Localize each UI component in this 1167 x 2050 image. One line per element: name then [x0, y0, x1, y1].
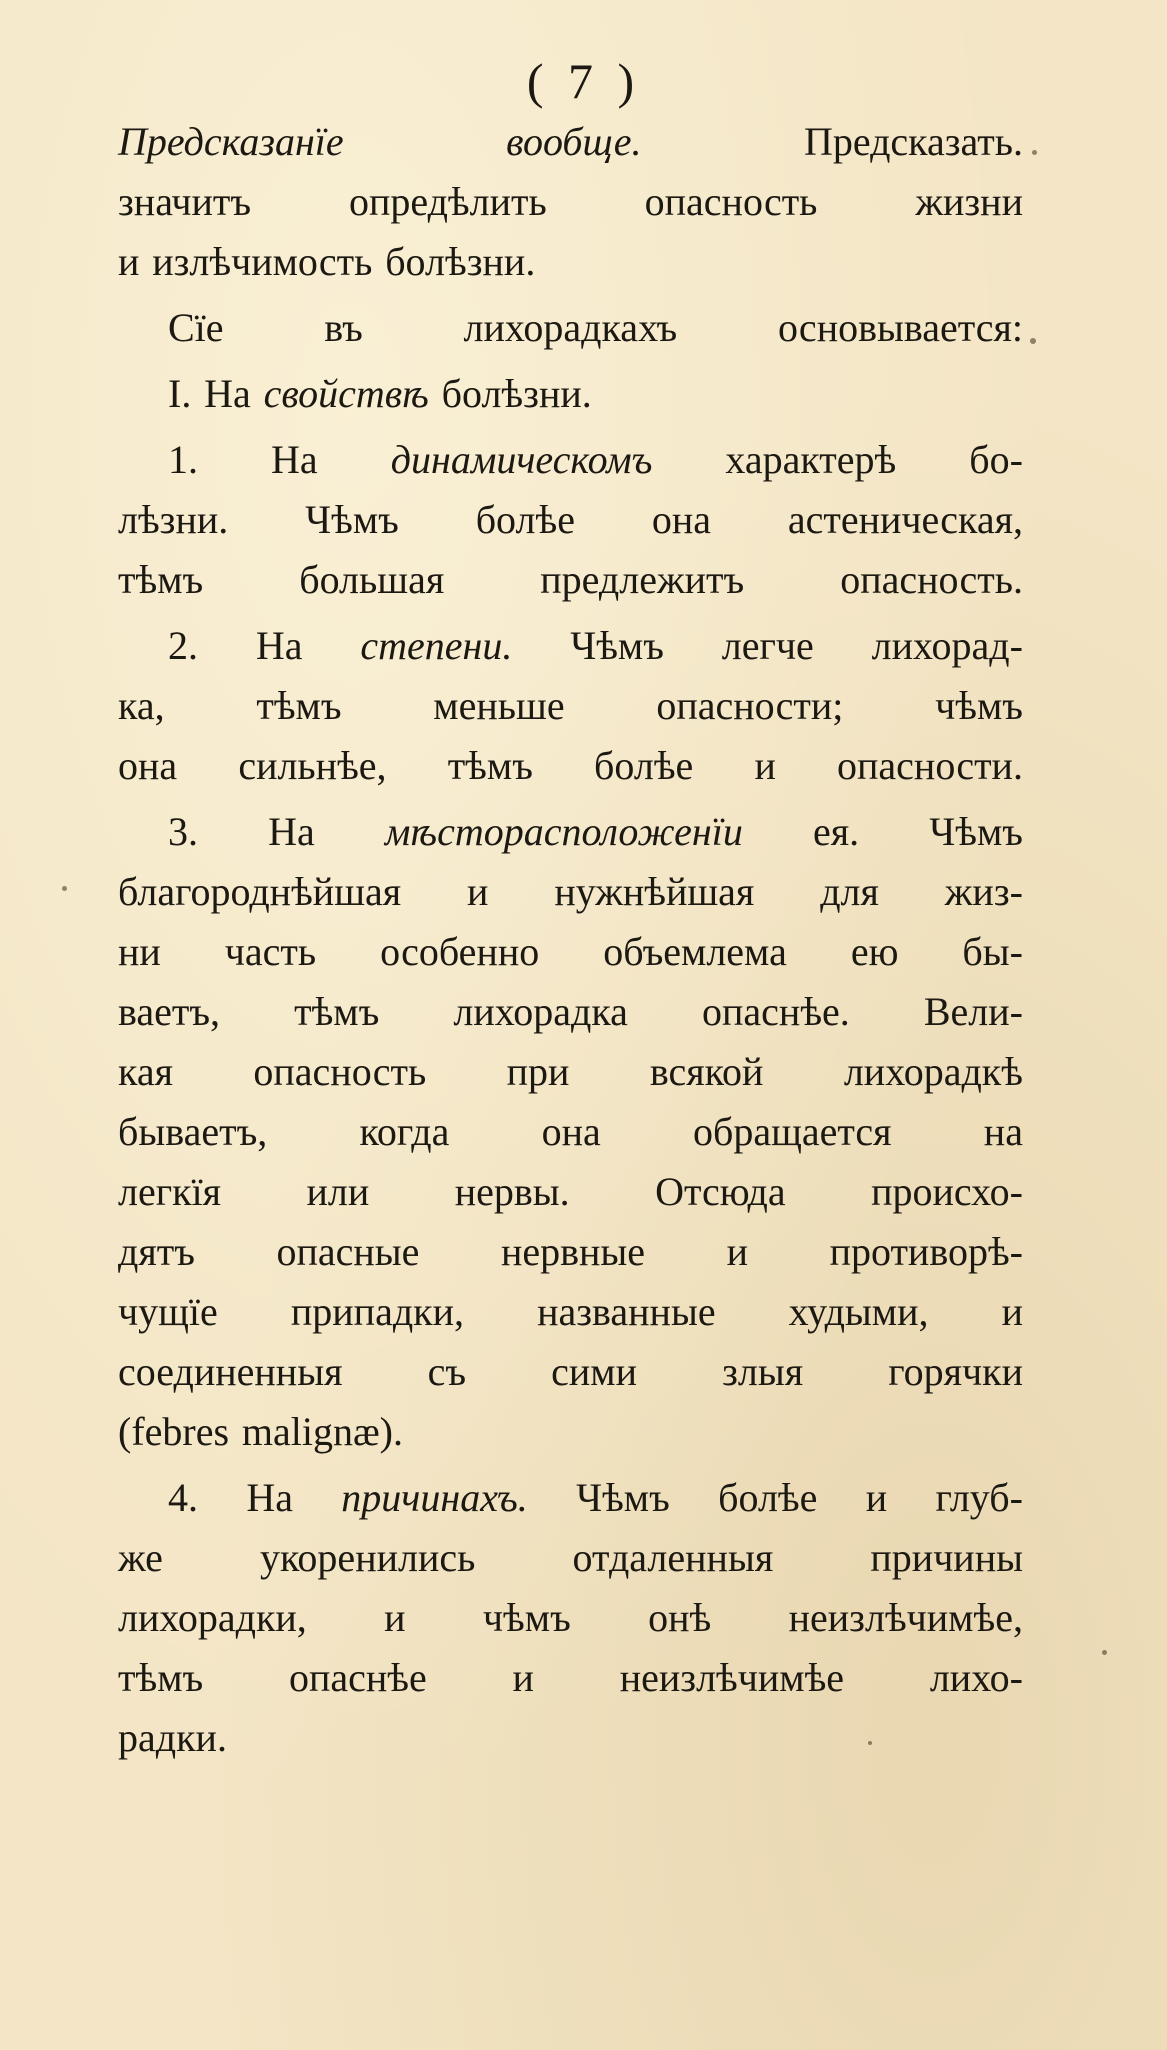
word: для	[820, 869, 879, 914]
word: лѣзни.	[118, 497, 229, 542]
word: ка,	[118, 683, 165, 728]
word: опасности.	[837, 743, 1023, 788]
word: I.	[168, 371, 192, 416]
word: Чѣмъ	[576, 1475, 670, 1520]
word: она	[651, 497, 711, 542]
word: и	[1001, 1289, 1023, 1334]
word: болѣзни.	[441, 371, 592, 416]
word: и	[865, 1475, 888, 1520]
word: бы-	[962, 929, 1023, 974]
word: онѣ	[648, 1595, 712, 1640]
word: На	[268, 809, 315, 854]
word: лихорадки,	[118, 1595, 307, 1640]
text-line	[118, 862, 1023, 922]
word: болѣзни.	[385, 239, 536, 284]
paragraph	[118, 802, 1023, 1462]
text-line	[118, 298, 1023, 358]
word: опасность	[253, 1049, 427, 1094]
paragraph	[118, 112, 1023, 292]
word: опасность	[644, 179, 818, 224]
word: На	[255, 623, 303, 668]
word: значитъ	[118, 179, 252, 224]
word: тѣмъ	[294, 989, 380, 1034]
word: чѣмъ	[482, 1595, 571, 1640]
page-number: ( 7 )	[526, 53, 641, 109]
word: Чѣмъ	[570, 623, 664, 668]
word: Сїе	[168, 305, 224, 350]
word: 1.	[168, 437, 198, 482]
word: (febres	[118, 1409, 230, 1454]
text-line	[118, 232, 1023, 292]
word: укоренились	[260, 1535, 476, 1580]
word: malignæ).	[241, 1409, 403, 1454]
word: 4.	[168, 1475, 198, 1520]
italic-word: вообще.	[506, 119, 642, 164]
word: и	[384, 1595, 406, 1640]
word: На	[204, 371, 251, 416]
word: 2.	[168, 623, 198, 668]
word: большая	[299, 557, 445, 602]
word: припадки,	[290, 1289, 465, 1334]
text-line	[118, 676, 1023, 736]
text-line	[118, 802, 1023, 862]
word: благороднѣйшая	[118, 869, 402, 914]
word: въ	[324, 305, 363, 350]
word: ваетъ,	[118, 989, 221, 1034]
text-line	[118, 1648, 1023, 1708]
text-line	[118, 172, 1023, 232]
text-line	[118, 736, 1023, 796]
word: чѣмъ	[935, 683, 1023, 728]
text-line	[118, 550, 1023, 610]
text-line	[118, 922, 1023, 982]
word: легче	[721, 623, 814, 668]
word: лихорад-	[871, 623, 1023, 668]
word: На	[246, 1475, 293, 1520]
word: горячки	[888, 1349, 1023, 1394]
word: ни	[118, 929, 161, 974]
italic-word: динамическомъ	[390, 437, 653, 482]
word: тѣмъ	[118, 557, 204, 602]
word: опасные	[276, 1229, 420, 1274]
text-line	[118, 1528, 1023, 1588]
word: причины	[870, 1535, 1023, 1580]
word: дятъ	[118, 1229, 195, 1274]
word: худыми,	[788, 1289, 929, 1334]
word: противорѣ-	[829, 1229, 1023, 1274]
word: лихорадка	[453, 989, 628, 1034]
text-line	[118, 616, 1023, 676]
italic-word: свойствѣ	[263, 371, 429, 416]
paper-speck	[1102, 1650, 1107, 1655]
word: и	[467, 869, 489, 914]
word: при	[506, 1049, 570, 1094]
word: неизлѣчимѣе	[619, 1655, 845, 1700]
word: и	[754, 743, 776, 788]
word: тѣмъ	[447, 743, 533, 788]
paper-speck	[868, 1741, 872, 1745]
text-line	[118, 1588, 1023, 1648]
text-line	[118, 1162, 1023, 1222]
word: нужнѣйшая	[554, 869, 755, 914]
word: часть	[224, 929, 317, 974]
text-line	[118, 1342, 1023, 1402]
word: названные	[537, 1289, 716, 1334]
word: характерѣ	[725, 437, 897, 482]
word: глуб-	[935, 1475, 1023, 1520]
word: Вели-	[923, 989, 1023, 1034]
text-line	[118, 1102, 1023, 1162]
word: сими	[551, 1349, 637, 1394]
paragraph	[118, 616, 1023, 796]
text-line	[118, 1468, 1023, 1528]
word: опредѣлить	[348, 179, 547, 224]
word: Отсюда	[655, 1169, 786, 1214]
word: злыя	[722, 1349, 804, 1394]
paper-speck	[1030, 338, 1036, 344]
word: 3.	[168, 809, 198, 854]
italic-word: причинахъ.	[341, 1475, 528, 1520]
word: излѣчимость	[152, 239, 373, 284]
word: жизни	[915, 179, 1023, 224]
word: лихо-	[929, 1655, 1023, 1700]
paper-speck	[1032, 150, 1037, 155]
text-line	[118, 430, 1023, 490]
word: кая	[118, 1049, 173, 1094]
word: нервные	[500, 1229, 646, 1274]
word: сильнѣе,	[238, 743, 387, 788]
word: бо-	[969, 437, 1023, 482]
word: бываетъ,	[118, 1109, 268, 1154]
text-line	[118, 1282, 1023, 1342]
word: на	[983, 1109, 1023, 1154]
word: опасности;	[656, 683, 844, 728]
word: болѣе	[718, 1475, 818, 1520]
word: когда	[359, 1109, 450, 1154]
word: астеническая,	[787, 497, 1023, 542]
italic-word: Предсказанїе	[118, 119, 344, 164]
word: она	[541, 1109, 601, 1154]
word: объемлема	[603, 929, 787, 974]
word: предлежитъ	[540, 557, 745, 602]
word: неизлѣчимѣе,	[788, 1595, 1023, 1640]
word: болѣе	[475, 497, 575, 542]
paragraph	[118, 298, 1023, 358]
word: опасность.	[840, 557, 1023, 602]
word: всякой	[649, 1049, 764, 1094]
word: основывается:	[777, 305, 1023, 350]
word: лихорадкѣ	[843, 1049, 1023, 1094]
word: тѣмъ	[118, 1655, 204, 1700]
paragraph	[118, 430, 1023, 610]
paragraph	[118, 364, 1023, 424]
word: и	[726, 1229, 749, 1274]
word: чущїе	[118, 1289, 218, 1334]
word: болѣе	[594, 743, 694, 788]
word: Предсказать.	[803, 119, 1023, 164]
word: же	[118, 1535, 163, 1580]
text-line	[118, 112, 1023, 172]
paper-speck	[62, 886, 67, 891]
word: обращается	[693, 1109, 892, 1154]
word: опаснѣе.	[702, 989, 850, 1034]
word: и	[512, 1655, 534, 1700]
italic-word: степени.	[360, 623, 513, 668]
word: ею	[850, 929, 899, 974]
word: жиз-	[944, 869, 1023, 914]
word: Чѣмъ	[305, 497, 399, 542]
word: На	[271, 437, 318, 482]
word: съ	[427, 1349, 467, 1394]
text-line	[118, 1042, 1023, 1102]
word: Чѣмъ	[929, 809, 1023, 854]
word: соединенныя	[118, 1349, 343, 1394]
text-line	[118, 364, 1023, 424]
paragraph	[118, 1468, 1023, 1768]
word: радки.	[118, 1715, 227, 1760]
body-text	[118, 112, 1023, 1768]
text-line	[118, 490, 1023, 550]
word: лихорадкахъ	[463, 305, 678, 350]
word: и	[118, 239, 140, 284]
italic-word: мѣсторасположенїи	[384, 809, 743, 854]
word: опаснѣе	[288, 1655, 427, 1700]
word: легкїя	[118, 1169, 222, 1214]
text-line	[118, 1222, 1023, 1282]
word: отдаленныя	[572, 1535, 774, 1580]
word: особенно	[380, 929, 540, 974]
word: нервы.	[454, 1169, 570, 1214]
word: тѣмъ	[256, 683, 342, 728]
text-line	[118, 1402, 1023, 1462]
text-line	[118, 982, 1023, 1042]
word: ея.	[812, 809, 860, 854]
word: или	[306, 1169, 370, 1214]
text-line	[118, 1708, 1023, 1768]
word: происхо-	[871, 1169, 1023, 1214]
word: меньше	[433, 683, 565, 728]
word: она	[118, 743, 178, 788]
